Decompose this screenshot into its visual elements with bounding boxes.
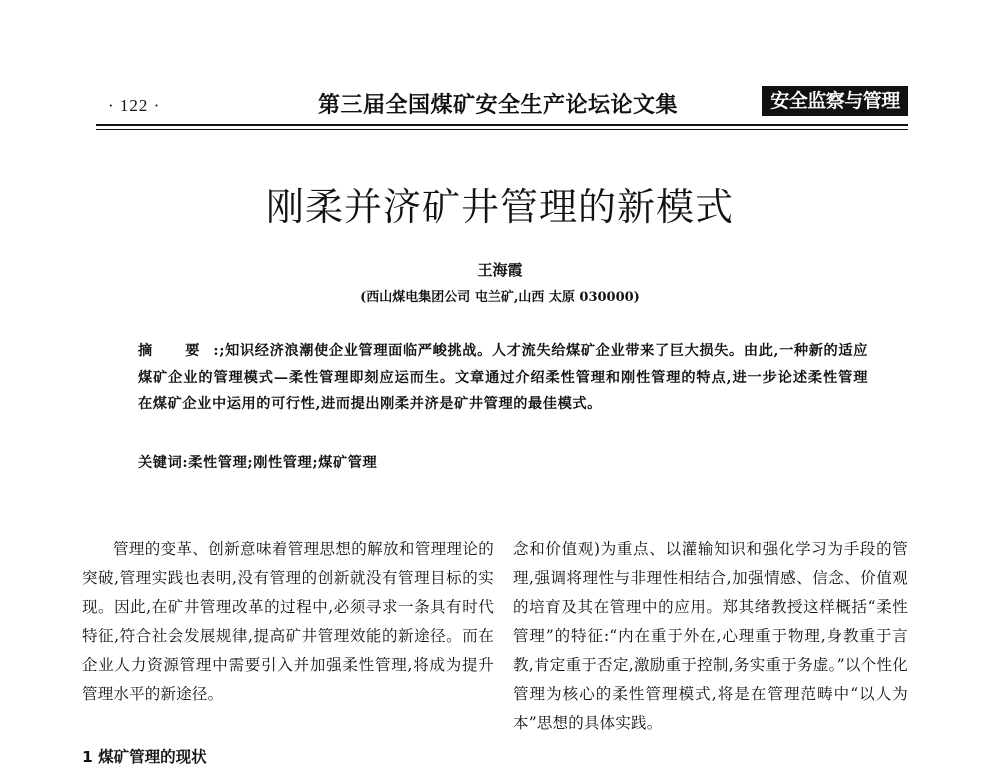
abstract-text: :;知识经济浪潮使企业管理面临严峻挑战。人才流失给煤矿企业带来了巨大损失。由此,一种新的适应煤矿企业的管理模式—柔性管理即刻应运而生。文章通过介绍柔性管理和刚性管理的特点,进一步论述柔性管理在煤矿企业中运用的可行性,进而提出刚柔并济是矿井管理的最佳模式。 bbox=[138, 343, 868, 412]
header-rule-thin bbox=[96, 129, 908, 130]
abstract-label: 摘 要 bbox=[138, 343, 214, 359]
body-paragraph-continued: 念和价值观)为重点、以灌输知识和强化学习为手段的管理,强调将理性与非理性相结合,加强情感、信念、价值观的培育及其在管理中的应用。郑其绪教授这样概括“柔性管理”的特征:“内在重于外在,心理重于物理,身教重于言教,肯定重于否定,激励重于控制,务实重于务虚。”以个性化管理为核心的柔性管理模式,将是在管理范畴中“以人为本”思想的具体实践。 bbox=[513, 540, 908, 732]
body-left-column bbox=[82, 535, 494, 709]
keywords-label: 关键词 bbox=[138, 455, 183, 471]
body-right-column bbox=[513, 535, 908, 738]
author-affiliation: (西山煤电集团公司 屯兰矿,山西 太原 030000) bbox=[360, 290, 640, 305]
keywords bbox=[138, 452, 868, 472]
section-heading: 1 煤矿管理的现状 bbox=[82, 748, 207, 766]
journal-title: 第三届全国煤矿安全生产论坛论文集 bbox=[318, 93, 679, 118]
page-number: · 122 · bbox=[108, 96, 161, 115]
body-paragraph: 管理的变革、创新意味着管理思想的解放和管理理论的突破,管理实践也表明,没有管理的创新就没有管理目标的实现。因此,在矿井管理改革的过程中,必须寻求一条具有时代特征,符合社会发展规律,提高矿井管理效能的新途径。而在企业人力资源管理中需要引入并加强柔性管理,将成为提升管理水平的新途径。 bbox=[82, 540, 494, 703]
header-rule bbox=[96, 124, 908, 126]
author-name: 王海霞 bbox=[477, 261, 523, 279]
keywords-text: :柔性管理;刚性管理;煤矿管理 bbox=[182, 455, 378, 471]
section-badge: 安全监察与管理 bbox=[762, 86, 908, 116]
abstract bbox=[138, 338, 868, 418]
article-title: 刚柔并济矿井管理的新模式 bbox=[265, 185, 734, 229]
